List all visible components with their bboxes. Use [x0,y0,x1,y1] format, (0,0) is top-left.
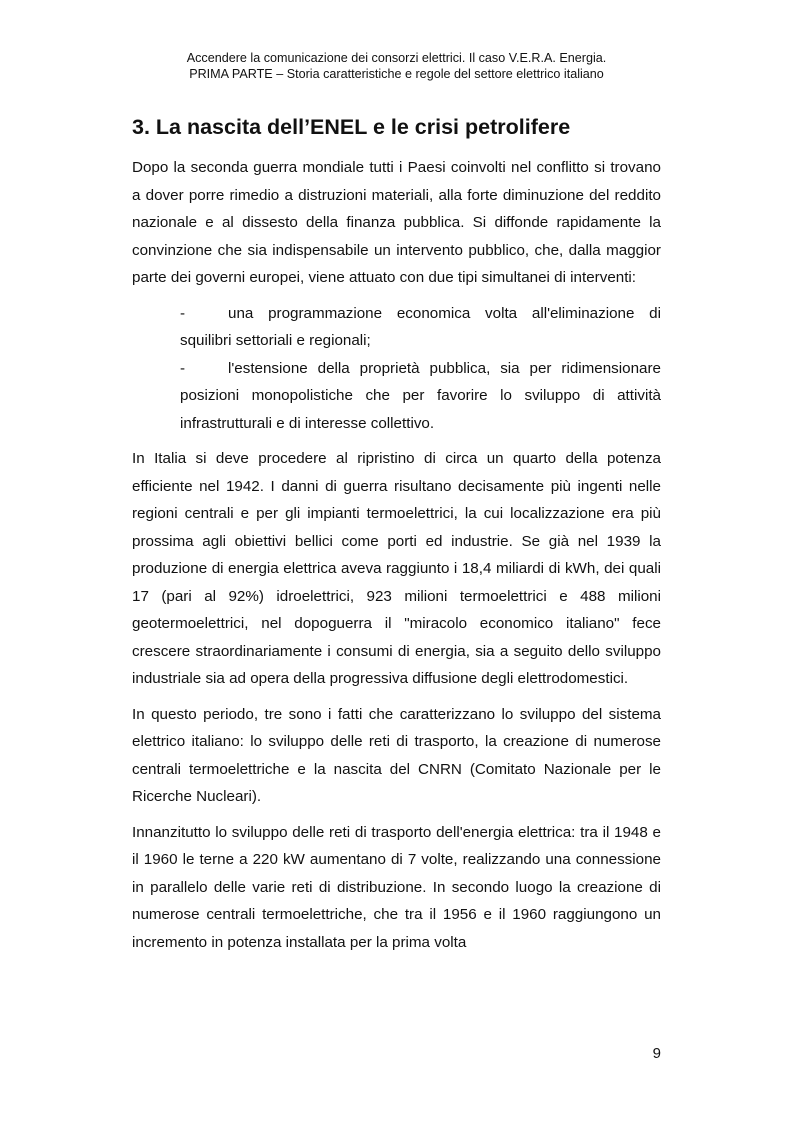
body-text [132,154,661,964]
list-bullet: - [180,359,186,377]
paragraph-3: In questo periodo, tre sono i fatti che caratterizzano lo sviluppo del sistema elettrico italiano: lo sviluppo delle reti di trasporto, la creazione di numerose centrali termoelettriche e la nascita del CNRN (Comitato Nazionale per le Ricerche Nucleari). [132,705,661,805]
paragraph-4: Innanzitutto lo sviluppo delle reti di trasporto dell'energia elettrica: tra il 1948 e il 1960 le terne a 220 kW aumentano di 7 volte, realizzando una connessione in parallelo delle varie reti di distribuzione. In secondo luogo la creazione di numerose centrali termoelettriche, che tra il 1956 e il 1960 raggiungono un incremento in potenza installata per la prima volta [132,823,661,951]
list-item [132,300,661,355]
section-title: 3. La nascita dell’ENEL e le crisi petrolifere [132,115,571,139]
page-number: 9 [652,1045,661,1062]
paragraph-2: In Italia si deve procedere al ripristino di circa un quarto della potenza efficiente nel 1942. I danni di guerra risultano decisamente più ingenti nelle regioni centrali e per gli impianti termoelettrici, la cui localizzazione era più prossima agli obiettivi bellici come porti ed industrie. Se già nel 1939 la produzione di energia elettrica aveva raggiunto i 18,4 miliardi di kWh, dei quali 17 (pari al 92%) idroelettrici, 923 milioni termoelettrici e 488 milioni geotermoelettrici, nel dopoguerra il "miracolo economico italiano" fece crescere straordinariamente i consumi di energia, sia a seguito dello sviluppo industriale sia ad opera della progressiva diffusione degli elettrodomestici. [132,450,661,687]
list-bullet: - [180,304,186,322]
running-header-line-2: PRIMA PARTE – Storia caratteristiche e regole del settore elettrico italiano [189,67,604,81]
list-item-text: una programmazione economica volta all'eliminazione di squilibri settoriali e regionali; [180,304,661,349]
running-header-line-1: Accendere la comunicazione dei consorzi elettrici. Il caso V.E.R.A. Energia. [186,51,607,65]
running-header [60,50,733,82]
paragraph-1: Dopo la seconda guerra mondiale tutti i Paesi coinvolti nel conflitto si trovano a dover porre rimedio a distruzioni materiali, alla forte diminuzione del reddito nazionale e al dissesto della finanza pubblica. Si diffonde rapidamente la convinzione che sia indispensabile un intervento pubblico, che, dalla maggior parte dei governi europei, viene attuato con due tipi simultanei di interventi: [132,159,661,286]
list-item-text: l'estensione della proprietà pubblica, sia per ridimensionare posizioni monopolistiche che per favorire lo sviluppo di attività infrastrutturali e di interesse collettivo. [180,359,661,432]
list-item [132,355,661,438]
intervention-list [132,300,661,438]
